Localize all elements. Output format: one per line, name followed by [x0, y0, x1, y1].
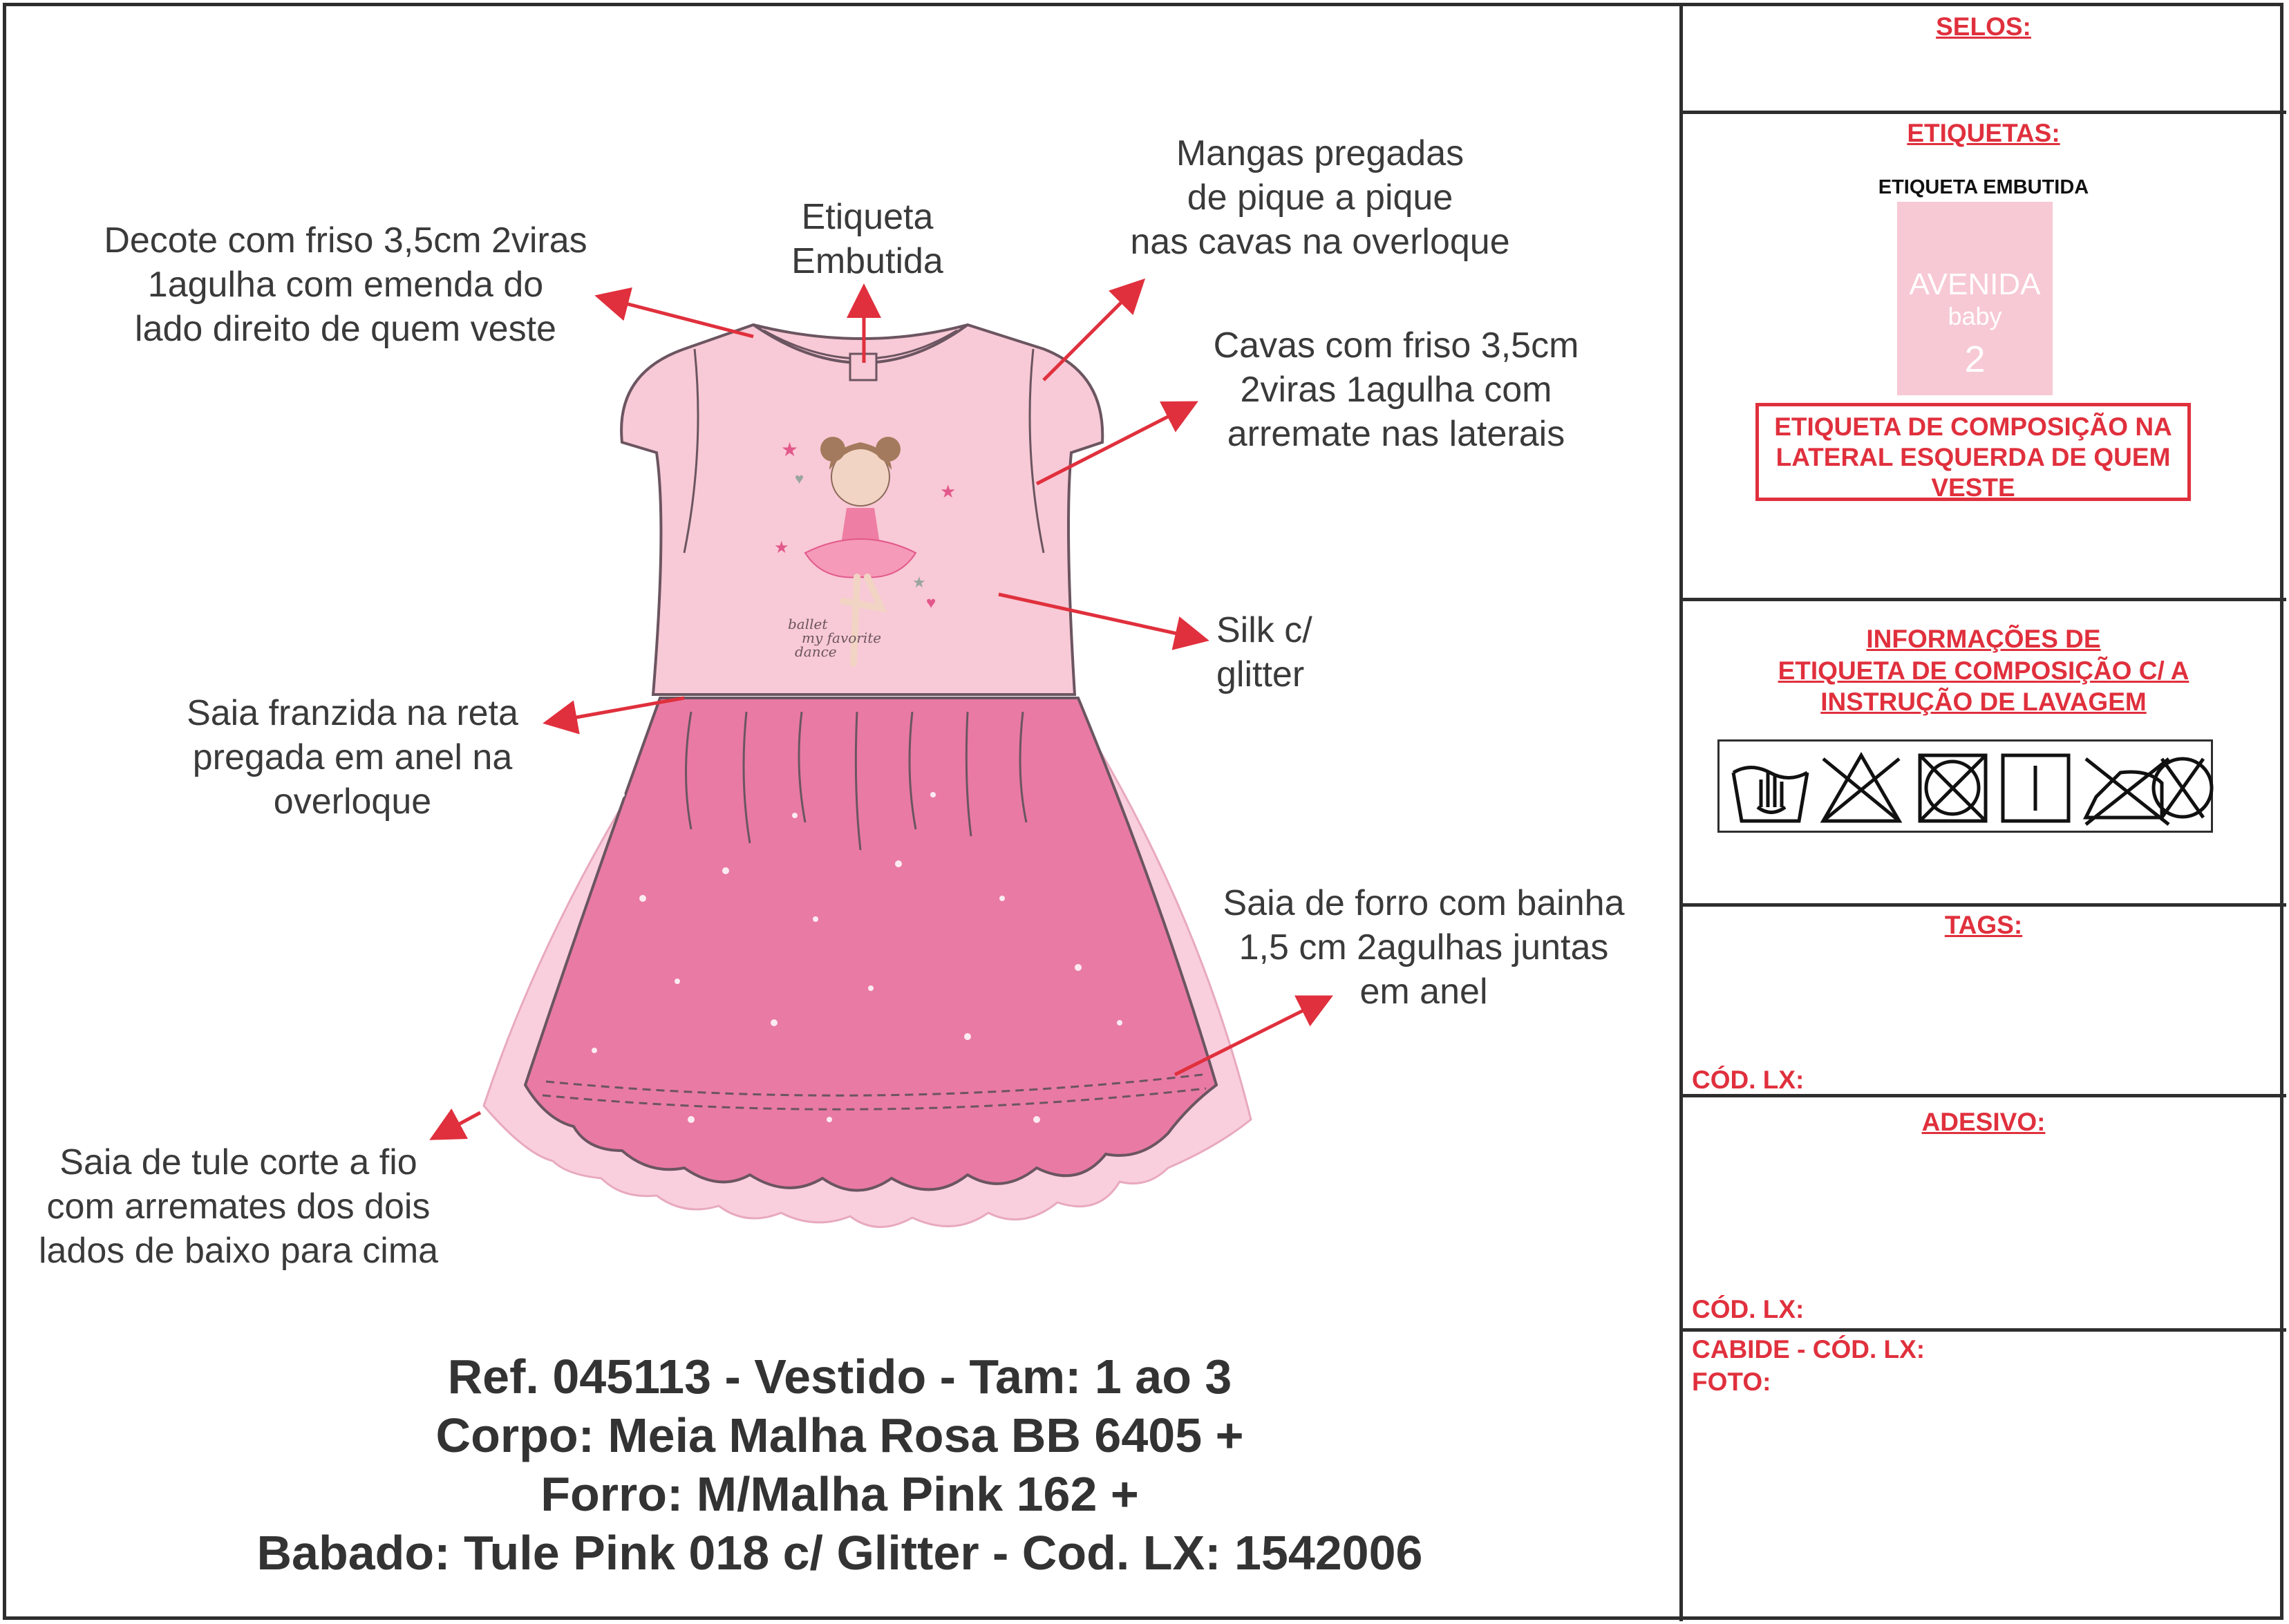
label-brand: AVENIDA	[1909, 267, 2041, 301]
foto-label: FOTO:	[1692, 1368, 1771, 1396]
svg-text:★: ★	[912, 574, 926, 591]
svg-text:★: ★	[774, 538, 789, 557]
care-symbols	[1717, 739, 2213, 833]
reference-line: Corpo: Meia Malha Rosa BB 6405 +	[435, 1408, 1244, 1462]
annotation-gathered-skirt: Saia franzida na reta pregada em anel na overloque	[187, 693, 518, 822]
hand-wash-icon	[1733, 768, 1807, 822]
tags-code: CÓD. LX:	[1692, 1066, 1805, 1094]
annotation-armholes: Cavas com friso 3,5cm 2viras 1agulha com arremate nas laterais	[1213, 325, 1579, 454]
annotation-sleeves: Mangas pregadas de pique a pique nas cavas na overloque	[1130, 133, 1510, 262]
adesivo-code: CÓD. LX:	[1692, 1295, 1805, 1323]
print-text-dance: dance	[795, 643, 837, 660]
no-bleach-icon	[1823, 755, 1899, 821]
info-title-3: INSTRUÇÃO DE LAVAGEM	[1820, 688, 2147, 716]
selos-title: SELOS:	[1936, 12, 2031, 41]
info-title-1: INFORMAÇÕES DE	[1866, 625, 2101, 653]
label-size: 2	[1964, 339, 1986, 380]
composition-text: ETIQUETA DE COMPOSIÇÃO NA LATERAL ESQUERDA DE QUEM VESTE	[1774, 413, 2172, 502]
composition-note	[1755, 403, 2191, 501]
brand-label	[1897, 202, 2053, 395]
annotation-embedded-label: Etiqueta Embutida	[791, 197, 943, 281]
reference-line: Forro: M/Malha Pink 162 +	[540, 1467, 1139, 1521]
svg-text:★: ★	[940, 481, 957, 502]
etiquetas-title: ETIQUETAS:	[1907, 119, 2060, 147]
no-iron-icon	[2086, 759, 2169, 824]
print-text-favorite: my favorite	[802, 630, 882, 646]
annotation-tulle-skirt: Saia de tule corte a fio com arremates dos dois lados de baixo para cima	[38, 1142, 439, 1271]
annotation-neckline: Decote com friso 3,5cm 2viras 1agulha com emenda do lado direito de quem veste	[104, 220, 587, 349]
svg-text:♥: ♥	[926, 594, 936, 612]
reference-line: Babado: Tule Pink 018 c/ Glitter - Cod. LX: 1542006	[256, 1526, 1423, 1580]
line-dry-icon	[2003, 755, 2069, 821]
cabide-code: CABIDE - CÓD. LX:	[1692, 1335, 1925, 1363]
annotation-silk: Silk c/ glitter	[1216, 610, 1312, 695]
etiqueta-embutida-caption: ETIQUETA EMBUTIDA	[1878, 176, 2089, 198]
care-icons	[1720, 742, 2215, 835]
print-text-ballet: ballet	[788, 616, 828, 632]
info-title-2: ETIQUETA DE COMPOSIÇÃO C/ A	[1778, 657, 2189, 685]
annotation-lining-skirt: Saia de forro com bainha 1,5 cm 2agulhas juntas em anel	[1223, 883, 1625, 1012]
tags-title: TAGS:	[1944, 911, 2023, 939]
no-tumble-dry-icon	[1920, 755, 1986, 821]
adesivo-title: ADESIVO:	[1921, 1108, 2046, 1136]
reference-block	[69, 1348, 1610, 1583]
reference-line: Ref. 045113 - Vestido - Tam: 1 ao 3	[447, 1350, 1232, 1404]
svg-text:♥: ♥	[795, 470, 804, 487]
svg-text:★: ★	[781, 439, 799, 460]
label-sub: baby	[1948, 302, 2002, 330]
